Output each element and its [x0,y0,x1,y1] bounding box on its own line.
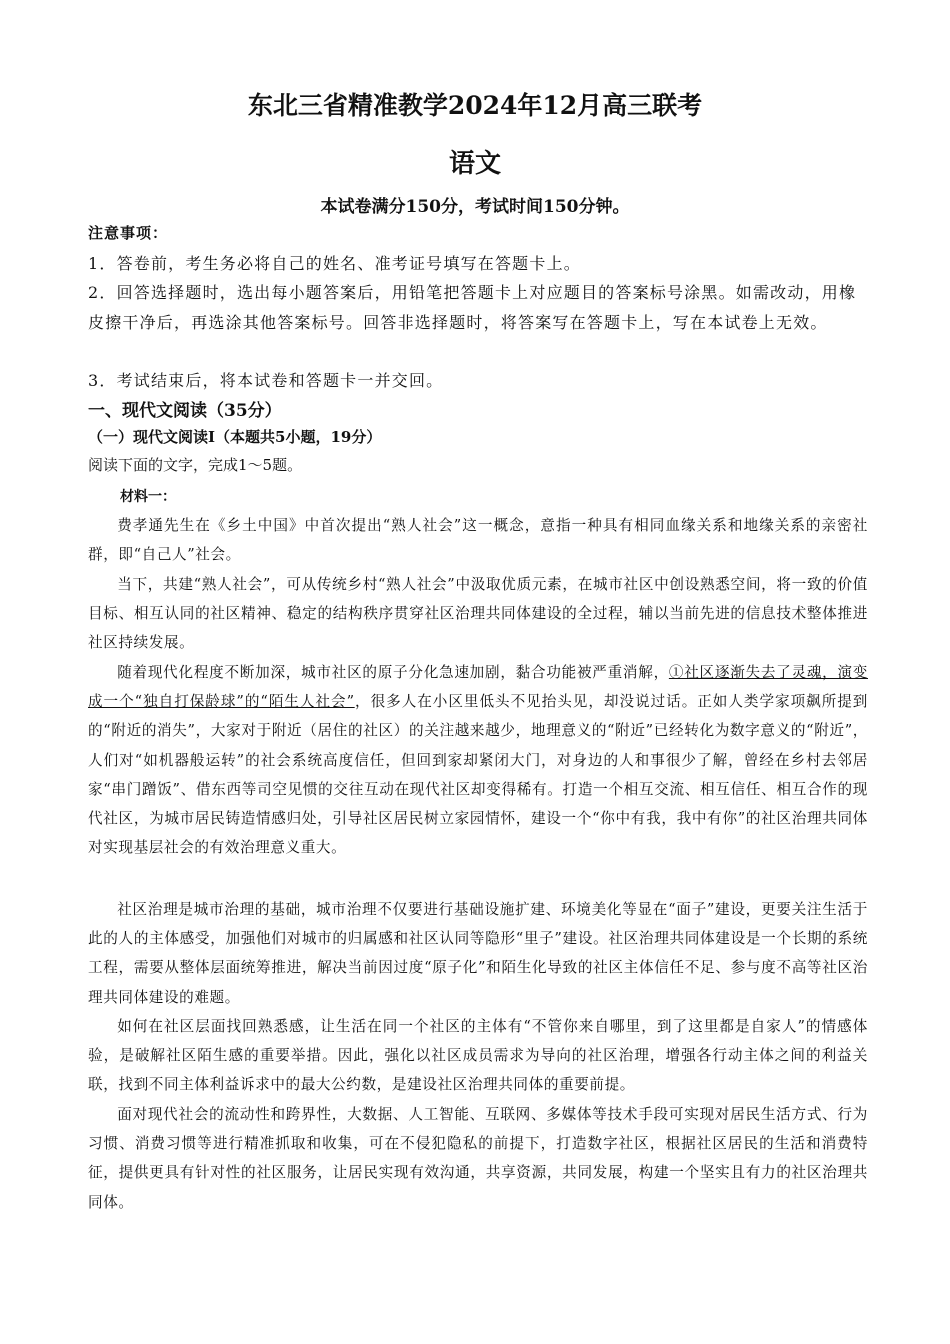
paragraph-5: 如何在社区层面找回熟悉感，让生活在同一个社区的主体有“不管你来自哪里，到了这里都是自家人”的情感体验，是破解社区陌生感的重要举措。因此，强化以社区成员需求为导向的社区治理，增强各行动主体之间的利益关联，找到不同主体利益诉求中的最大公约数，是建设社区治理共同体的重要前提。 [88,1018,868,1094]
exam-info: 本试卷满分150分，考试时间150分钟。 [320,197,630,217]
paragraph-6: 面对现代社会的流动性和跨界性，大数据、人工智能、互联网、多媒体等技术手段可实现对居民生活方式、行为习惯、消费习惯等进行精准抓取和收集，可在不侵犯隐私的前提下，打造数字社区，根据社区居民的生活和消费特征，提供更具有针对性的社区服务，让居民实现有效沟通，共享资源，共同发展，构建一个坚实且有力的社区治理共同体。 [88,1106,868,1211]
notice-item-2: 2．回答选择题时，选出每小题答案后，用铅笔把答题卡上对应题目的答案标号涂黑。如需改动，用橡皮擦干净后，再选涂其他答案标号。回答非选择题时，将答案写在答题卡上，写在本试卷上无效。 [88,283,857,332]
part-title: 一、现代文阅读（35分） [88,401,282,421]
paragraph-3 [88,658,868,862]
paragraph-3-before: 随着现代化程度不断加深，城市社区的原子分化急速加剧，黏合功能被严重消解， [117,664,669,681]
notice-item-1: 1．答卷前，考生务必将自己的姓名、准考证号填写在答题卡上。 [88,254,581,273]
subject-title: 语文 [448,149,501,179]
sub-section-title: （一）现代文阅读Ⅰ（本题共5小题，19分） [88,428,382,446]
paragraph-2: 当下，共建“熟人社会”，可从传统乡村“熟人社会”中汲取优质元素，在城市社区中创设熟悉空间，将一致的价值目标、相互认同的社区精神、稳定的结构秩序贯穿社区治理共同体建设的全过程，辅以当前先进的信息技术整体推进社区持续发展。 [88,576,868,652]
material-label: 材料一： [120,489,176,505]
paragraph-3-after: ，很多人在小区里低头不见抬头见，却没说过话。正如人类学家项飙所提到的“附近的消失”，大家对于附近（居住的社区）的关注越来越少，地理意义的“附近”已经转化为数字意义的“附近”，人们对“如机器般运转”的社会系统高度信任，但回到家却紧闭大门，对身边的人和事很少了解，曾经在乡村去邻居家“串门蹭饭”、借东西等司空见惯的交往互动在现代社区却变得稀有。打造一个相互交流、相互信任、相互合作的现代社区，为城市居民铸造情感归处，引导社区居民树立家园情怀，建设一个“你中有我，我中有你”的社区治理共同体对实现基层社会的有效治理意义重大。 [88,693,868,857]
underlined-sentence-1: ①社区逐渐失去了灵魂，演变成一个“独自打保龄球”的“陌生人社会” [88,664,868,711]
reading-instruction: 阅读下面的文字，完成1～5题。 [88,456,303,474]
exam-title: 东北三省精准教学2024年12月高三联考 [247,91,703,120]
notice-heading: 注意事项： [88,224,169,242]
paragraph-4: 社区治理是城市治理的基础，城市治理不仅要进行基础设施扩建、环境美化等显在“面子”建设，更要关注生活于此的人的主体感受，加强他们对城市的归属感和社区认同等隐形“里子”建设。社区治理共同体建设是一个长期的系统工程，需要从整体层面统筹推进，解决当前因过度“原子化”和陌生化导致的社区主体信任不足、参与度不高等社区治理共同体建设的难题。 [88,901,868,1006]
paragraph-1: 费孝通先生在《乡土中国》中首次提出“熟人社会”这一概念，意指一种具有相同血缘关系和地缘关系的亲密社群，即“自己人”社会。 [88,517,868,564]
notice-item-3: 3．考试结束后，将本试卷和答题卡一并交回。 [88,371,444,390]
